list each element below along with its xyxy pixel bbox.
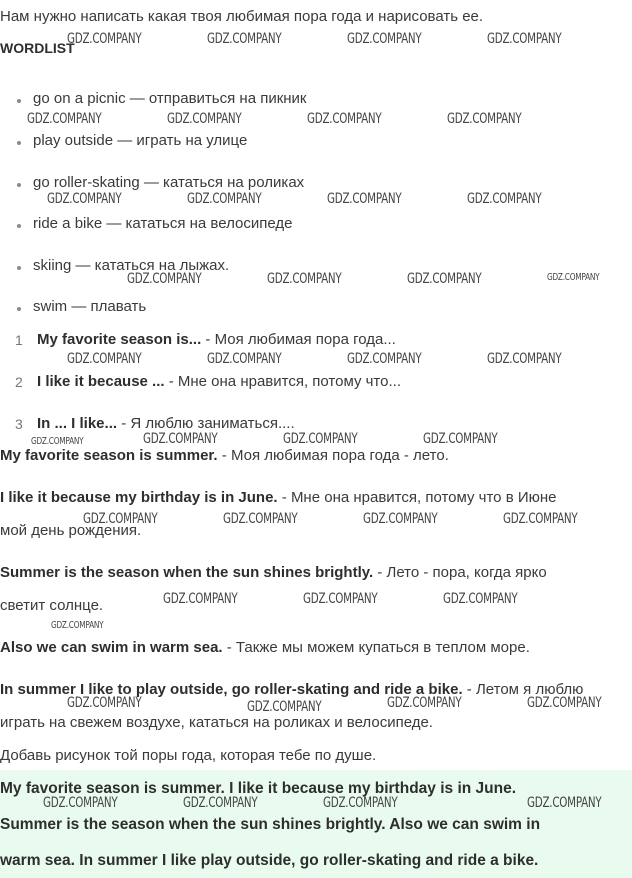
word-item: go on a picnic — отправиться на пикник: [33, 90, 307, 107]
answer-line-cont: светит солнце.: [0, 597, 104, 614]
watermark: GDZ.COMPANY: [467, 191, 542, 207]
watermark: GDZ.COMPANY: [127, 271, 202, 287]
watermark: GDZ.COMPANY: [303, 591, 378, 607]
watermark: GDZ.COMPANY: [67, 695, 142, 711]
watermark: GDZ.COMPANY: [387, 695, 462, 711]
bullet-icon: [17, 224, 21, 228]
answer-line-cont: играть на свежем воздухе, кататься на роликах и велосипеде.: [0, 714, 433, 731]
word-item: skiing — кататься на лыжах.: [33, 257, 230, 274]
answer-line: My favorite season is summer. - Моя любимая пора года - лето.: [0, 447, 449, 464]
answer-line: I like it because my birthday is in June. - Мне она нравится, потому что в Июне: [0, 489, 557, 506]
answer-line: In summer I like to play outside, go roller-skating and ride a bike. - Летом я люблю: [0, 681, 584, 698]
answer-line: Summer is the season when the sun shines brightly. - Лето - пора, когда ярко: [0, 564, 547, 581]
watermark: GDZ.COMPANY: [247, 699, 322, 715]
watermark: GDZ.COMPANY: [503, 511, 578, 527]
phrase-number: 1: [15, 332, 23, 348]
watermark: GDZ.COMPANY: [347, 31, 422, 47]
watermark: GDZ.COMPANY: [83, 511, 158, 527]
watermark: GDZ.COMPANY: [143, 431, 218, 447]
watermark: GDZ.COMPANY: [407, 271, 482, 287]
final-text-line: Summer is the season when the sun shines brightly. Also we can swim in: [0, 816, 541, 833]
bullet-icon: [17, 266, 21, 270]
watermark: GDZ.COMPANY: [47, 191, 122, 207]
answer-line: Also we can swim in warm sea. - Также мы можем купаться в теплом море.: [0, 639, 530, 656]
watermark: GDZ.COMPANY: [527, 795, 602, 811]
phrase-number: 2: [15, 374, 23, 390]
watermark: GDZ.COMPANY: [423, 431, 498, 447]
watermark: GDZ.COMPANY: [51, 620, 104, 631]
watermark: GDZ.COMPANY: [27, 111, 102, 127]
watermark: GDZ.COMPANY: [547, 272, 600, 283]
watermark: GDZ.COMPANY: [43, 795, 118, 811]
watermark: GDZ.COMPANY: [487, 351, 562, 367]
watermark: GDZ.COMPANY: [487, 31, 562, 47]
watermark: GDZ.COMPANY: [363, 511, 438, 527]
bullet-icon: [17, 141, 21, 145]
phrase-item: My favorite season is... - Моя любимая пора года...: [37, 331, 396, 348]
drawing-note: Добавь рисунок той поры года, которая тебе по душе.: [0, 747, 377, 764]
watermark: GDZ.COMPANY: [163, 591, 238, 607]
watermark: GDZ.COMPANY: [327, 191, 402, 207]
wordlist-heading: WORDLIST: [0, 40, 75, 56]
watermark: GDZ.COMPANY: [267, 271, 342, 287]
final-text-line: My favorite season is summer. I like it because my birthday is in June.: [0, 780, 517, 797]
final-text-line: warm sea. In summer I like play outside, go roller-skating and ride a bike.: [0, 852, 539, 869]
phrase-item: I like it because ... - Мне она нравится, потому что...: [37, 373, 401, 390]
word-item: ride a bike — кататься на велосипеде: [33, 215, 293, 232]
task-text: Нам нужно написать какая твоя любимая пора года и нарисовать ее.: [0, 8, 484, 25]
watermark: GDZ.COMPANY: [183, 795, 258, 811]
watermark: GDZ.COMPANY: [307, 111, 382, 127]
word-item: go roller-skating — кататься на роликах: [33, 174, 305, 191]
watermark: GDZ.COMPANY: [67, 31, 142, 47]
watermark: GDZ.COMPANY: [31, 436, 84, 447]
watermark: GDZ.COMPANY: [167, 111, 242, 127]
watermark: GDZ.COMPANY: [187, 191, 262, 207]
bullet-icon: [17, 307, 21, 311]
watermark: GDZ.COMPANY: [223, 511, 298, 527]
bullet-icon: [17, 99, 21, 103]
watermark: GDZ.COMPANY: [207, 351, 282, 367]
watermark: GDZ.COMPANY: [347, 351, 422, 367]
watermark: GDZ.COMPANY: [527, 695, 602, 711]
word-item: play outside — играть на улице: [33, 132, 248, 149]
watermark: GDZ.COMPANY: [443, 591, 518, 607]
watermark: GDZ.COMPANY: [67, 351, 142, 367]
watermark: GDZ.COMPANY: [207, 31, 282, 47]
watermark: GDZ.COMPANY: [323, 795, 398, 811]
answer-line-cont: мой день рождения.: [0, 522, 142, 539]
bullet-icon: [17, 183, 21, 187]
phrase-number: 3: [15, 416, 23, 432]
word-item: swim — плавать: [33, 298, 147, 315]
watermark: GDZ.COMPANY: [283, 431, 358, 447]
watermark: GDZ.COMPANY: [447, 111, 522, 127]
phrase-item: In ... I like... - Я люблю заниматься....: [37, 415, 295, 432]
